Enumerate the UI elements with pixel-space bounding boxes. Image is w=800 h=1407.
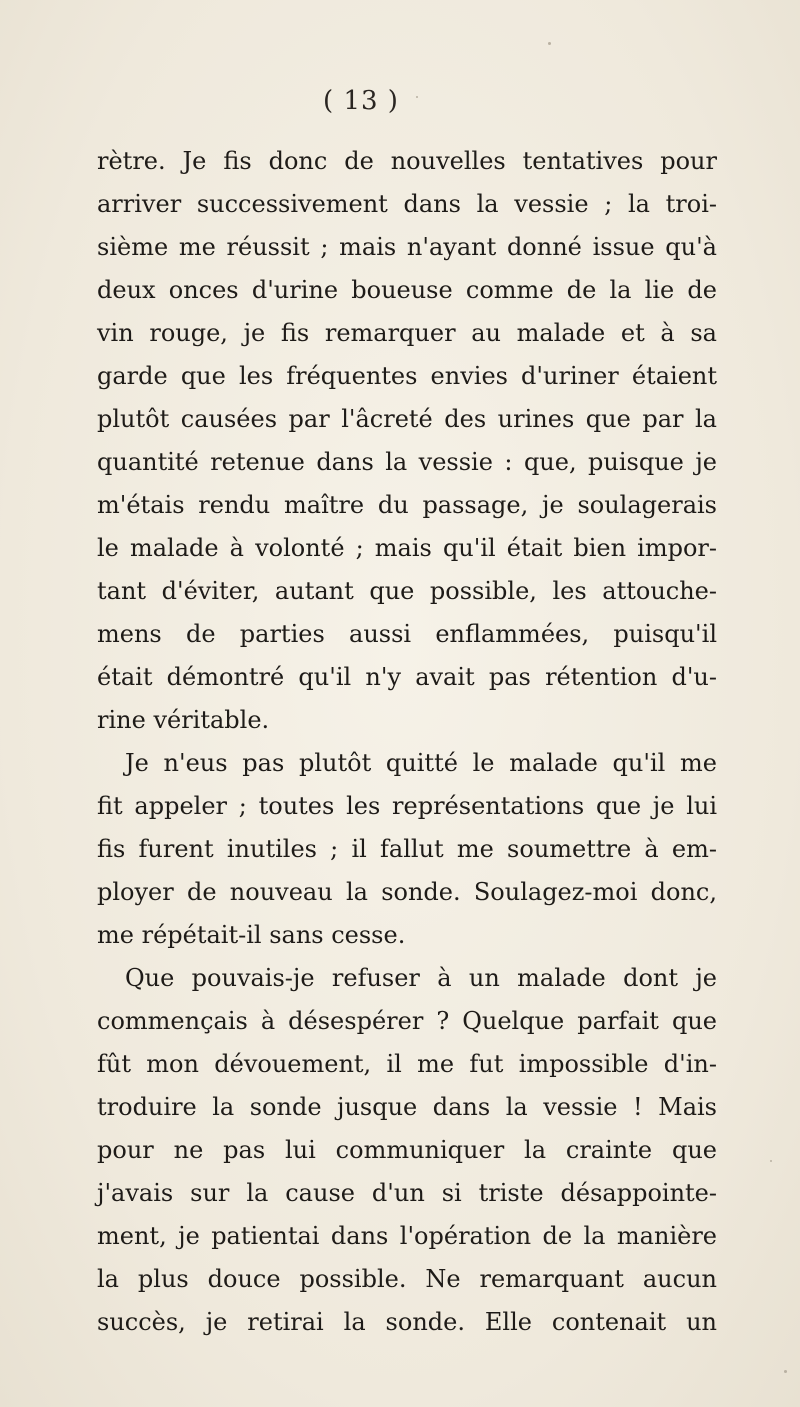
text-line: le malade à volonté ; mais qu'il était bien impor- <box>97 534 717 562</box>
text-line: quantité retenue dans la vessie : que, puisque je <box>97 448 717 476</box>
text-line: la plus douce possible. Ne remarquant aucun <box>97 1265 717 1293</box>
text-line: garde que les fréquentes envies d'uriner étaient <box>97 362 717 390</box>
body-text <box>97 140 717 1344</box>
paper-speck <box>784 1370 787 1373</box>
paper-speck <box>416 96 418 98</box>
paragraph-start-line: Je n'eus pas plutôt quitté le malade qu'il me <box>125 749 717 777</box>
text-line: ment, je patientai dans l'opération de la manière <box>97 1222 717 1250</box>
text-line: pour ne pas lui communiquer la crainte que <box>97 1136 717 1164</box>
paper-speck <box>770 1160 772 1162</box>
text-line: j'avais sur la cause d'un si triste désappointe- <box>97 1179 717 1207</box>
text-line: m'étais rendu maître du passage, je soulagerais <box>97 491 717 519</box>
text-line: commençais à désespérer ? Quelque parfait que <box>97 1007 717 1035</box>
text-line: vin rouge, je fis remarquer au malade et à sa <box>97 319 717 347</box>
paragraph-start-line: Que pouvais-je refuser à un malade dont je <box>125 964 717 992</box>
text-line: troduire la sonde jusque dans la vessie ! Mais <box>97 1093 717 1121</box>
text-line: ployer de nouveau la sonde. Soulagez-moi donc, <box>97 878 717 906</box>
text-line: fût mon dévouement, il me fut impossible d'in- <box>97 1050 717 1078</box>
paragraph-end-line: rine véritable. <box>97 706 270 734</box>
text-line: fit appeler ; toutes les représentations que je lui <box>97 792 717 820</box>
page-number: ( 13 ) <box>323 86 399 116</box>
paper-speck <box>548 42 551 45</box>
text-line: plutôt causées par l'âcreté des urines que par la <box>97 405 717 433</box>
text-line: arriver successivement dans la vessie ; la troi- <box>97 190 717 218</box>
paragraph-end-line: me répétait-il sans cesse. <box>97 921 406 949</box>
text-line: rètre. Je fis donc de nouvelles tentatives pour <box>97 147 717 175</box>
text-line: fis furent inutiles ; il fallut me soumettre à em- <box>97 835 717 863</box>
text-line: succès, je retirai la sonde. Elle contenait un <box>97 1308 717 1336</box>
text-line: sième me réussit ; mais n'ayant donné issue qu'à <box>97 233 717 261</box>
text-line: était démontré qu'il n'y avait pas rétention d'u- <box>97 663 717 691</box>
text-line: mens de parties aussi enflammées, puisqu'il <box>97 620 717 648</box>
text-line: deux onces d'urine boueuse comme de la lie de <box>97 276 717 304</box>
text-line: tant d'éviter, autant que possible, les attouche- <box>97 577 717 605</box>
